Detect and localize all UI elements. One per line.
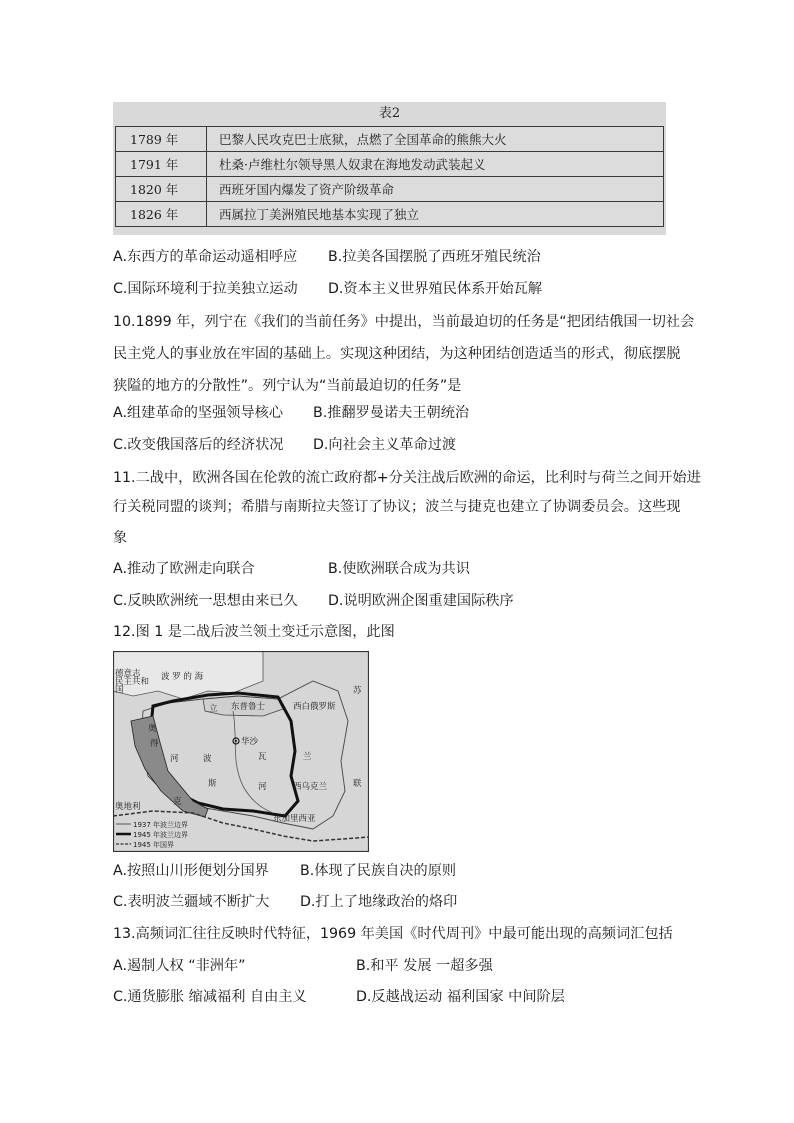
label-lithuania: 立 bbox=[209, 704, 218, 714]
q11-option-c: C.反映欧洲统一思想由来已久 bbox=[113, 593, 298, 609]
q12-option-b: B.体现了民族自决的原则 bbox=[300, 863, 457, 879]
label-belarus: 西白俄罗斯 bbox=[293, 702, 336, 712]
table-cell-year: 1820 年 bbox=[116, 177, 207, 202]
label-ke: 克 bbox=[173, 797, 182, 807]
q13-option-c: C.通货膨胀 缩减福利 自由主义 bbox=[113, 989, 307, 1005]
table-cell-year: 1791 年 bbox=[116, 152, 207, 177]
table-cell-event: 巴黎人民攻克巴士底狱，点燃了全国革命的熊熊大火 bbox=[207, 127, 664, 152]
q9-option-c: C.国际环境利于拉美独立运动 bbox=[113, 281, 298, 297]
q13-option-d: D.反越战运动 福利国家 中间阶层 bbox=[356, 989, 565, 1005]
q11-stem-line3: 象 bbox=[113, 530, 128, 546]
q12-option-c: C.表明波兰疆域不断扩大 bbox=[113, 894, 270, 910]
label-germany: 德意志民主共和国 bbox=[115, 669, 150, 695]
q11-option-a: A.推动了欧洲走向联合 bbox=[113, 561, 255, 577]
table-cell-year: 1789 年 bbox=[116, 127, 207, 152]
q10-option-c: C.改变俄国落后的经济状况 bbox=[113, 437, 284, 453]
table-cell-event: 杜桑·卢维杜尔领导黑人奴隶在海地发动武装起义 bbox=[207, 152, 664, 177]
label-oder: 河 bbox=[170, 754, 179, 764]
label-ussr-2: 联 bbox=[353, 779, 362, 789]
q11-option-d: D.说明欧洲企图重建国际秩序 bbox=[328, 593, 514, 609]
table-row bbox=[116, 202, 664, 227]
q12-option-d: D.打上了地缘政治的烙印 bbox=[300, 894, 458, 910]
warsaw-dot bbox=[235, 740, 237, 742]
q13-stem-line1: 13.高频词汇往往反映时代特征，1969 年美国《时代周刊》中最可能出现的高频词汇包括 bbox=[113, 926, 673, 942]
q12-stem-line1: 12.图 1 是二战后波兰领土变迁示意图，此图 bbox=[113, 624, 395, 640]
label-ussr-1: 苏 bbox=[353, 686, 362, 696]
poland-map-svg bbox=[113, 651, 369, 852]
table-row bbox=[116, 127, 664, 152]
table-cell-event: 西班牙国内爆发了资产阶级革命 bbox=[207, 177, 664, 202]
table-row bbox=[116, 177, 664, 202]
q10-stem-line3: 狭隘的地方的分散性”。列宁认为“当前最迫切的任务”是 bbox=[113, 378, 462, 394]
label-east-prussia: 东普鲁士 bbox=[231, 702, 266, 712]
q10-option-b: B.推翻罗曼诺夫王朝统治 bbox=[313, 405, 470, 421]
label-wa: 瓦 bbox=[258, 752, 267, 762]
label-baltic: 波 罗 的 海 bbox=[161, 672, 204, 682]
river-vistula bbox=[233, 711, 273, 813]
q10-stem-line2: 民主党人的事业放在牢固的基础上。实现这种团结，为这种团结创造适当的形式，彻底摆脱 bbox=[113, 346, 681, 362]
table-cell-event: 西属拉丁美洲殖民地基本实现了独立 bbox=[207, 202, 664, 227]
legend-1945: 1945 年波兰边界 bbox=[133, 831, 189, 839]
q10-option-d: D.向社会主义革命过渡 bbox=[313, 437, 457, 453]
q9-option-b: B.拉美各国摆脱了西班牙殖民统治 bbox=[328, 249, 541, 265]
label-ao: 奥 bbox=[148, 724, 157, 734]
q9-option-d: D.资本主义世界殖民体系开始瓦解 bbox=[328, 281, 543, 297]
q13-option-a: A.遏制人权 “非洲年” bbox=[113, 958, 246, 974]
table-2 bbox=[115, 126, 664, 227]
q10-stem-line1: 10.1899 年，列宁在《我们的当前任务》中提出，当前最迫切的任务是“把团结俄国一切社会 bbox=[113, 314, 695, 330]
q10-option-a: A.组建革命的坚强领导核心 bbox=[113, 405, 284, 421]
table-row bbox=[116, 152, 664, 177]
label-warsaw: 华沙 bbox=[241, 737, 259, 747]
label-he: 河 bbox=[258, 782, 267, 792]
label-austria: 奥地利 bbox=[115, 802, 141, 812]
label-lan: 兰 bbox=[303, 752, 312, 762]
legend-1937: 1937 年波兰边界 bbox=[133, 821, 189, 829]
label-carpathia: 东加里西亚 bbox=[273, 814, 316, 824]
q9-option-a: A.东西方的革命运动遥相呼应 bbox=[113, 249, 298, 265]
q11-option-b: B.使欧洲联合成为共识 bbox=[328, 561, 470, 577]
poland-map-image bbox=[113, 651, 369, 852]
table-2-image bbox=[113, 102, 666, 235]
legend-national: 1945 年国界 bbox=[133, 841, 175, 849]
table-title: 表2 bbox=[378, 106, 401, 121]
q11-stem-line2: 行关税同盟的谈判；希腊与南斯拉夫签订了协议；波兰与捷克也建立了协调委员会。这些现 bbox=[113, 499, 681, 515]
label-de: 得 bbox=[150, 739, 159, 749]
q12-option-a: A.按照山川形便划分国界 bbox=[113, 863, 269, 879]
table-cell-year: 1826 年 bbox=[116, 202, 207, 227]
label-si: 斯 bbox=[208, 779, 217, 789]
q11-stem-line1: 11.二战中，欧洲各国在伦敦的流亡政府都+分关注战后欧洲的命运，比利时与荷兰之间开始进 bbox=[113, 470, 701, 486]
label-west-ukraine: 西乌克兰 bbox=[293, 782, 328, 792]
label-poland: 波 bbox=[203, 754, 212, 764]
q13-option-b: B.和平 发展 一超多强 bbox=[356, 958, 493, 974]
